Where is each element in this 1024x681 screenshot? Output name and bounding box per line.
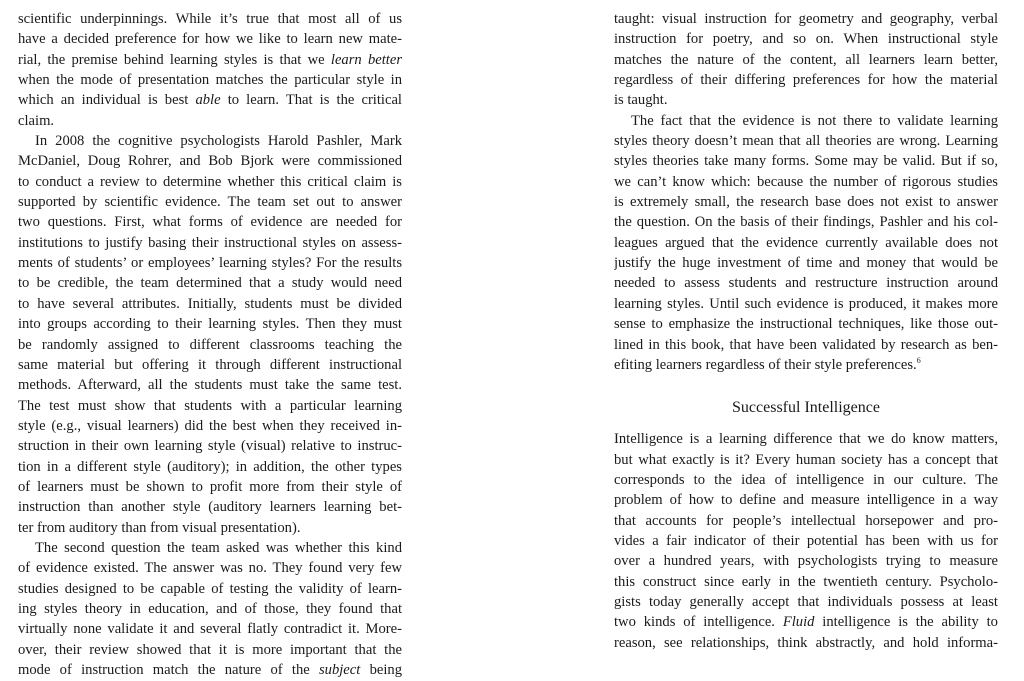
text-line: claim.	[18, 112, 55, 129]
text-line: instruction than another style (auditory learners learning bet-	[18, 499, 402, 516]
text-line: efiting learners regardless of their style preferences.$^6$	[614, 355, 921, 373]
text-line: styles theory doesn’t mean that all theories are wrong. Learning	[614, 133, 998, 150]
text-line: tion in a different style (auditory); in addition, the other types	[18, 458, 402, 475]
text-line: ments of students’ or employees’ learning styles? For the results	[18, 255, 402, 272]
emphasis: Fluid	[782, 614, 815, 631]
text-line: instruction for poetry, and so on. When instructional style	[614, 31, 998, 48]
text-line: vides a fair indicator of their potential has been with us for	[614, 532, 998, 549]
right-page-body-bottom	[614, 429, 998, 653]
text-line: ter from auditory than from visual presentation).	[18, 519, 301, 536]
text-line: mode of instruction match the nature of the subject being	[18, 662, 402, 678]
text-line: supported by scientific evidence. The team set out to answer	[18, 194, 402, 211]
text-line: corresponds to the idea of intelligence in our culture. The	[614, 471, 998, 488]
text-line: over a hundred years, with psychologists trying to measure	[614, 553, 998, 570]
text-line: two questions. First, what forms of evidence are needed for	[18, 214, 402, 231]
text-line: reason, see relationships, think abstractly, and hold informa-	[614, 634, 998, 651]
text-line: style (e.g., visual learners) did the best when they received in-	[18, 417, 402, 434]
text-line: struction in their own learning style (visual) relative to instruc-	[18, 438, 402, 455]
left-page	[18, 0, 402, 680]
text-line: to be credible, the team determined that a study would need	[18, 275, 402, 292]
text-line: virtually none validate it and several flatly contradict it. More-	[18, 621, 402, 638]
section-heading: Successful Intelligence	[732, 399, 880, 417]
emphasis: able	[195, 92, 221, 109]
section-spacer	[614, 375, 998, 397]
text-line: rial, the premise behind learning styles is that we learn better	[18, 51, 402, 68]
text-line: is taught.	[614, 92, 668, 109]
text-line: The test must show that students with a particular learning	[18, 397, 402, 414]
text-line: institutions to justify basing their instructional styles on assess-	[18, 234, 402, 251]
text-line: to have several attributes. Initially, students must be divided	[18, 295, 402, 312]
text-line: matches the nature of the content, all learners learn better,	[614, 51, 998, 68]
text-line: methods. Afterward, all the students must take the same test.	[18, 377, 402, 394]
text-line: but what exactly is it? Every human society has a concept that	[614, 451, 998, 468]
text-line: to conduct a review to determine whether this critical claim is	[18, 173, 402, 190]
right-page	[614, 0, 998, 653]
text-line: over, their review showed that it is more important that the	[18, 641, 402, 658]
right-page-body-top	[614, 9, 998, 375]
text-line: needed to assess students and restructure instruction around	[614, 275, 998, 292]
text-line: regardless of their differing preferences for how the material	[614, 72, 998, 89]
text-line: ing styles theory in education, and of those, they found that	[18, 600, 402, 617]
text-line: The fact that the evidence is not there to validate learning	[631, 112, 998, 129]
text-line: problem of how to define and measure intelligence in a way	[614, 492, 998, 509]
text-line: which an individual is best able to learn. That is the critical	[18, 92, 402, 109]
text-line: of evidence existed. The answer was no. They found very few	[18, 560, 402, 577]
text-line: styles theories take many forms. Some may be valid. But if so,	[614, 153, 998, 170]
text-line: we can’t know which: because the number of rigorous studies	[614, 173, 998, 190]
text-line: Intelligence is a learning difference that we do know matters,	[614, 431, 998, 448]
text-line: lined in this book, that have been validated by research as ben-	[614, 336, 998, 353]
text-line: scientific underpinnings. While it’s true that most all of us	[18, 11, 402, 27]
text-line: gists today generally accept that individuals possess at least	[614, 593, 998, 610]
text-line: two kinds of intelligence. Fluid intelligence is the ability to	[614, 614, 998, 631]
text-line: leagues argued that the evidence currently available does not	[614, 234, 998, 251]
text-line: The second question the team asked was whether this kind	[35, 539, 402, 556]
text-line: when the mode of presentation matches the particular style in	[18, 72, 402, 89]
text-line: into groups according to their learning styles. Then they must	[18, 316, 402, 333]
text-line: studies designed to be capable of testing the validity of learn-	[18, 580, 402, 597]
text-line: learning styles. Until such evidence is produced, it makes more	[614, 295, 998, 312]
emphasis: subject	[318, 662, 361, 678]
emphasis: learn better	[330, 51, 402, 68]
text-line: the question. On the basis of their findings, Pashler and his col-	[614, 214, 998, 231]
text-line: justify the huge investment of time and money that would be	[614, 255, 998, 272]
text-line: be randomly assigned to different classrooms teaching the	[18, 336, 402, 353]
text-line: taught: visual instruction for geometry and geography, verbal	[614, 11, 998, 27]
text-line: is extremely small, the research base does not exist to answer	[614, 194, 998, 211]
text-line: same material but offering it through different instructional	[18, 356, 402, 373]
text-line: sense to emphasize the instructional techniques, like those out-	[614, 316, 998, 333]
text-line: of learners must be shown to profit more from their style of	[18, 478, 402, 495]
text-line: that accounts for people’s intellectual horsepower and pro-	[614, 512, 998, 529]
text-line: In 2008 the cognitive psychologists Harold Pashler, Mark	[35, 133, 402, 150]
text-line: have a decided preference for how we like to learn new mate-	[18, 31, 402, 48]
text-line: McDaniel, Doug Rohrer, and Bob Bjork were commissioned	[18, 153, 402, 170]
footnote-marker: 6	[916, 355, 921, 365]
text-line: this construct since early in the twentieth century. Psycholo-	[614, 573, 998, 590]
